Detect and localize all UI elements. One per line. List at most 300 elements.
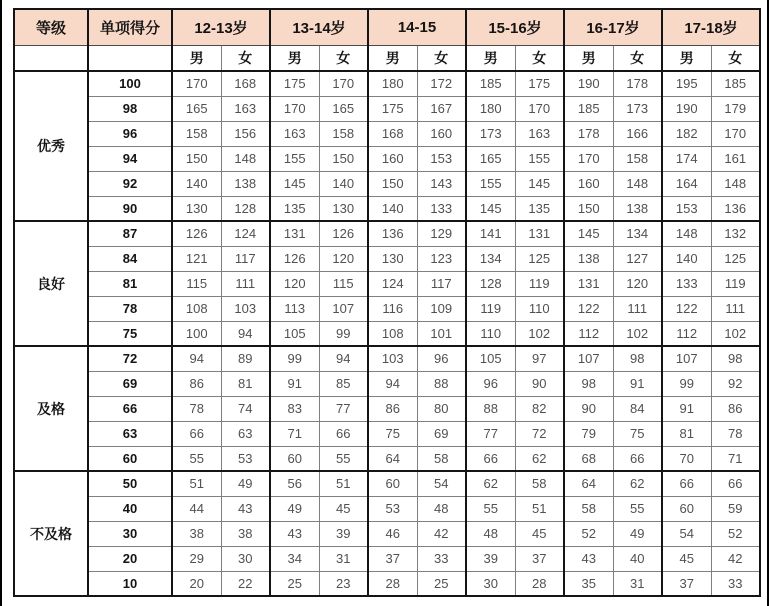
value-cell: 165: [172, 96, 221, 121]
value-cell: 107: [662, 346, 711, 371]
value-cell: 160: [564, 171, 613, 196]
value-cell: 150: [564, 196, 613, 221]
value-cell: 96: [417, 346, 466, 371]
value-cell: 166: [613, 121, 662, 146]
value-cell: 20: [172, 571, 221, 596]
value-cell: 70: [662, 446, 711, 471]
score-cell: 92: [88, 171, 172, 196]
value-cell: 68: [564, 446, 613, 471]
table-row: [14, 296, 760, 321]
score-cell: 72: [88, 346, 172, 371]
value-cell: 43: [221, 496, 270, 521]
value-cell: 168: [221, 71, 270, 96]
value-cell: 71: [711, 446, 760, 471]
value-cell: 102: [613, 321, 662, 346]
table-row: [14, 121, 760, 146]
table-row: [14, 271, 760, 296]
gender-header-male: 男: [662, 45, 711, 71]
value-cell: 173: [466, 121, 515, 146]
value-cell: 140: [662, 246, 711, 271]
value-cell: 170: [270, 96, 319, 121]
table-row: [14, 371, 760, 396]
value-cell: 99: [319, 321, 368, 346]
value-cell: 77: [319, 396, 368, 421]
value-cell: 66: [613, 446, 662, 471]
value-cell: 31: [613, 571, 662, 596]
score-cell: 84: [88, 246, 172, 271]
value-cell: 28: [368, 571, 417, 596]
value-cell: 122: [564, 296, 613, 321]
value-cell: 85: [319, 371, 368, 396]
age-group-header: 16-17岁: [564, 9, 662, 45]
value-cell: 185: [466, 71, 515, 96]
value-cell: 44: [172, 496, 221, 521]
score-cell: 10: [88, 571, 172, 596]
value-cell: 74: [221, 396, 270, 421]
gender-header-male: 男: [270, 45, 319, 71]
value-cell: 160: [368, 146, 417, 171]
value-cell: 102: [515, 321, 564, 346]
score-cell: 78: [88, 296, 172, 321]
value-cell: 172: [417, 71, 466, 96]
value-cell: 112: [564, 321, 613, 346]
value-cell: 135: [515, 196, 564, 221]
value-cell: 111: [221, 271, 270, 296]
value-cell: 54: [662, 521, 711, 546]
value-cell: 134: [613, 221, 662, 246]
score-cell: 60: [88, 446, 172, 471]
value-cell: 121: [172, 246, 221, 271]
value-cell: 170: [172, 71, 221, 96]
value-cell: 133: [662, 271, 711, 296]
value-cell: 55: [172, 446, 221, 471]
value-cell: 140: [172, 171, 221, 196]
value-cell: 140: [319, 171, 368, 196]
value-cell: 82: [515, 396, 564, 421]
value-cell: 129: [417, 221, 466, 246]
value-cell: 89: [221, 346, 270, 371]
value-cell: 110: [515, 296, 564, 321]
value-cell: 97: [515, 346, 564, 371]
score-cell: 96: [88, 121, 172, 146]
score-cell: 90: [88, 196, 172, 221]
value-cell: 96: [466, 371, 515, 396]
value-cell: 62: [466, 471, 515, 496]
value-cell: 138: [564, 246, 613, 271]
value-cell: 88: [417, 371, 466, 396]
value-cell: 45: [515, 521, 564, 546]
value-cell: 29: [172, 546, 221, 571]
value-cell: 37: [515, 546, 564, 571]
value-cell: 25: [417, 571, 466, 596]
value-cell: 45: [662, 546, 711, 571]
value-cell: 28: [515, 571, 564, 596]
value-cell: 195: [662, 71, 711, 96]
value-cell: 103: [368, 346, 417, 371]
value-cell: 94: [221, 321, 270, 346]
value-cell: 31: [319, 546, 368, 571]
value-cell: 130: [368, 246, 417, 271]
table-row: [14, 171, 760, 196]
value-cell: 120: [270, 271, 319, 296]
value-cell: 66: [319, 421, 368, 446]
value-cell: 102: [711, 321, 760, 346]
value-cell: 175: [270, 71, 319, 96]
empty-grade-cell: [14, 45, 88, 71]
value-cell: 105: [466, 346, 515, 371]
age-group-header: 13-14岁: [270, 9, 368, 45]
score-cell: 30: [88, 521, 172, 546]
value-cell: 78: [172, 396, 221, 421]
value-cell: 99: [662, 371, 711, 396]
table-row: [14, 146, 760, 171]
value-cell: 51: [319, 471, 368, 496]
value-cell: 48: [466, 521, 515, 546]
value-cell: 185: [564, 96, 613, 121]
table-row: [14, 71, 760, 96]
gender-header-female: 女: [711, 45, 760, 71]
value-cell: 126: [172, 221, 221, 246]
value-cell: 38: [172, 521, 221, 546]
value-cell: 55: [613, 496, 662, 521]
gender-header-male: 男: [466, 45, 515, 71]
value-cell: 165: [466, 146, 515, 171]
value-cell: 48: [417, 496, 466, 521]
age-group-header: 12-13岁: [172, 9, 270, 45]
value-cell: 156: [221, 121, 270, 146]
value-cell: 63: [221, 421, 270, 446]
value-cell: 109: [417, 296, 466, 321]
value-cell: 125: [711, 246, 760, 271]
value-cell: 155: [515, 146, 564, 171]
value-cell: 90: [515, 371, 564, 396]
value-cell: 123: [417, 246, 466, 271]
value-cell: 138: [613, 196, 662, 221]
value-cell: 170: [711, 121, 760, 146]
table-row: [14, 421, 760, 446]
value-cell: 175: [368, 96, 417, 121]
value-cell: 155: [270, 146, 319, 171]
score-cell: 20: [88, 546, 172, 571]
value-cell: 86: [172, 371, 221, 396]
value-cell: 136: [368, 221, 417, 246]
value-cell: 158: [172, 121, 221, 146]
value-cell: 49: [270, 496, 319, 521]
value-cell: 119: [711, 271, 760, 296]
value-cell: 43: [564, 546, 613, 571]
value-cell: 42: [711, 546, 760, 571]
gender-header-male: 男: [172, 45, 221, 71]
gender-header-female: 女: [221, 45, 270, 71]
value-cell: 34: [270, 546, 319, 571]
value-cell: 90: [564, 396, 613, 421]
table-row: [14, 96, 760, 121]
score-cell: 75: [88, 321, 172, 346]
header-row-age-groups: [14, 9, 760, 45]
value-cell: 108: [172, 296, 221, 321]
value-cell: 145: [515, 171, 564, 196]
value-cell: 94: [368, 371, 417, 396]
value-cell: 179: [711, 96, 760, 121]
table-row: [14, 196, 760, 221]
value-cell: 64: [564, 471, 613, 496]
score-cell: 100: [88, 71, 172, 96]
value-cell: 145: [466, 196, 515, 221]
value-cell: 163: [270, 121, 319, 146]
value-cell: 58: [564, 496, 613, 521]
value-cell: 140: [368, 196, 417, 221]
value-cell: 58: [515, 471, 564, 496]
value-cell: 25: [270, 571, 319, 596]
value-cell: 185: [711, 71, 760, 96]
value-cell: 98: [711, 346, 760, 371]
value-cell: 49: [613, 521, 662, 546]
value-cell: 178: [613, 71, 662, 96]
value-cell: 22: [221, 571, 270, 596]
value-cell: 38: [221, 521, 270, 546]
value-cell: 66: [662, 471, 711, 496]
value-cell: 110: [466, 321, 515, 346]
value-cell: 43: [270, 521, 319, 546]
value-cell: 88: [466, 396, 515, 421]
age-group-header: 17-18岁: [662, 9, 760, 45]
score-cell: 69: [88, 371, 172, 396]
table-row: [14, 496, 760, 521]
value-cell: 91: [270, 371, 319, 396]
value-cell: 80: [417, 396, 466, 421]
value-cell: 107: [319, 296, 368, 321]
value-cell: 128: [221, 196, 270, 221]
table-row: [14, 346, 760, 371]
value-cell: 115: [319, 271, 368, 296]
table-row: [14, 246, 760, 271]
value-cell: 136: [711, 196, 760, 221]
value-cell: 150: [368, 171, 417, 196]
value-cell: 71: [270, 421, 319, 446]
score-cell: 40: [88, 496, 172, 521]
value-cell: 175: [515, 71, 564, 96]
value-cell: 143: [417, 171, 466, 196]
value-cell: 164: [662, 171, 711, 196]
score-table: [13, 8, 761, 597]
value-cell: 158: [319, 121, 368, 146]
age-group-header: 15-16岁: [466, 9, 564, 45]
table-row: [14, 571, 760, 596]
value-cell: 190: [662, 96, 711, 121]
value-cell: 62: [515, 446, 564, 471]
value-cell: 130: [172, 196, 221, 221]
value-cell: 182: [662, 121, 711, 146]
value-cell: 145: [270, 171, 319, 196]
value-cell: 122: [662, 296, 711, 321]
value-cell: 153: [662, 196, 711, 221]
value-cell: 119: [515, 271, 564, 296]
value-cell: 100: [172, 321, 221, 346]
score-cell: 81: [88, 271, 172, 296]
gender-header-female: 女: [515, 45, 564, 71]
grade-cell: 优秀: [14, 71, 88, 221]
table-row: [14, 221, 760, 246]
grade-cell: 不及格: [14, 471, 88, 596]
value-cell: 42: [417, 521, 466, 546]
page: [2, 0, 767, 597]
value-cell: 165: [319, 96, 368, 121]
value-cell: 60: [662, 496, 711, 521]
table-row: [14, 546, 760, 571]
value-cell: 126: [319, 221, 368, 246]
value-cell: 163: [515, 121, 564, 146]
value-cell: 170: [564, 146, 613, 171]
value-cell: 158: [613, 146, 662, 171]
value-cell: 173: [613, 96, 662, 121]
value-cell: 91: [613, 371, 662, 396]
value-cell: 155: [466, 171, 515, 196]
value-cell: 170: [319, 71, 368, 96]
value-cell: 107: [564, 346, 613, 371]
value-cell: 128: [466, 271, 515, 296]
value-cell: 115: [172, 271, 221, 296]
value-cell: 148: [613, 171, 662, 196]
value-cell: 55: [319, 446, 368, 471]
value-cell: 37: [662, 571, 711, 596]
age-group-header: 14-15: [368, 9, 466, 45]
value-cell: 108: [368, 321, 417, 346]
value-cell: 160: [417, 121, 466, 146]
value-cell: 153: [417, 146, 466, 171]
empty-score-cell: [88, 45, 172, 71]
value-cell: 105: [270, 321, 319, 346]
value-cell: 131: [270, 221, 319, 246]
value-cell: 30: [221, 546, 270, 571]
value-cell: 52: [711, 521, 760, 546]
value-cell: 148: [662, 221, 711, 246]
value-cell: 39: [319, 521, 368, 546]
value-cell: 120: [319, 246, 368, 271]
score-cell: 87: [88, 221, 172, 246]
table-row: [14, 396, 760, 421]
value-cell: 51: [172, 471, 221, 496]
gender-header-female: 女: [417, 45, 466, 71]
value-cell: 112: [662, 321, 711, 346]
value-cell: 150: [172, 146, 221, 171]
value-cell: 125: [515, 246, 564, 271]
value-cell: 79: [564, 421, 613, 446]
value-cell: 150: [319, 146, 368, 171]
value-cell: 53: [368, 496, 417, 521]
value-cell: 98: [613, 346, 662, 371]
value-cell: 132: [711, 221, 760, 246]
table-row: [14, 521, 760, 546]
value-cell: 190: [564, 71, 613, 96]
value-cell: 75: [368, 421, 417, 446]
value-cell: 30: [466, 571, 515, 596]
value-cell: 119: [466, 296, 515, 321]
header-score: 单项得分: [88, 9, 172, 45]
value-cell: 60: [368, 471, 417, 496]
gender-header-male: 男: [368, 45, 417, 71]
value-cell: 170: [515, 96, 564, 121]
value-cell: 64: [368, 446, 417, 471]
value-cell: 111: [613, 296, 662, 321]
gender-header-male: 男: [564, 45, 613, 71]
value-cell: 83: [270, 396, 319, 421]
value-cell: 99: [270, 346, 319, 371]
value-cell: 98: [564, 371, 613, 396]
value-cell: 35: [564, 571, 613, 596]
value-cell: 59: [711, 496, 760, 521]
value-cell: 91: [662, 396, 711, 421]
value-cell: 39: [466, 546, 515, 571]
value-cell: 86: [711, 396, 760, 421]
table-row: [14, 321, 760, 346]
value-cell: 53: [221, 446, 270, 471]
value-cell: 78: [711, 421, 760, 446]
value-cell: 69: [417, 421, 466, 446]
header-grade: 等级: [14, 9, 88, 45]
value-cell: 113: [270, 296, 319, 321]
value-cell: 135: [270, 196, 319, 221]
value-cell: 180: [368, 71, 417, 96]
value-cell: 66: [711, 471, 760, 496]
value-cell: 111: [711, 296, 760, 321]
value-cell: 49: [221, 471, 270, 496]
value-cell: 86: [368, 396, 417, 421]
value-cell: 62: [613, 471, 662, 496]
value-cell: 134: [466, 246, 515, 271]
score-cell: 94: [88, 146, 172, 171]
value-cell: 161: [711, 146, 760, 171]
value-cell: 124: [221, 221, 270, 246]
grade-cell: 及格: [14, 346, 88, 471]
gender-header-female: 女: [613, 45, 662, 71]
value-cell: 138: [221, 171, 270, 196]
score-cell: 98: [88, 96, 172, 121]
value-cell: 51: [515, 496, 564, 521]
value-cell: 167: [417, 96, 466, 121]
score-cell: 63: [88, 421, 172, 446]
value-cell: 46: [368, 521, 417, 546]
value-cell: 84: [613, 396, 662, 421]
value-cell: 133: [417, 196, 466, 221]
value-cell: 60: [270, 446, 319, 471]
value-cell: 141: [466, 221, 515, 246]
value-cell: 178: [564, 121, 613, 146]
table-row: [14, 446, 760, 471]
value-cell: 75: [613, 421, 662, 446]
value-cell: 52: [564, 521, 613, 546]
value-cell: 127: [613, 246, 662, 271]
value-cell: 130: [319, 196, 368, 221]
value-cell: 117: [221, 246, 270, 271]
value-cell: 174: [662, 146, 711, 171]
value-cell: 103: [221, 296, 270, 321]
value-cell: 163: [221, 96, 270, 121]
value-cell: 33: [711, 571, 760, 596]
value-cell: 120: [613, 271, 662, 296]
value-cell: 55: [466, 496, 515, 521]
value-cell: 94: [319, 346, 368, 371]
value-cell: 180: [466, 96, 515, 121]
value-cell: 117: [417, 271, 466, 296]
value-cell: 94: [172, 346, 221, 371]
grade-cell: 良好: [14, 221, 88, 346]
score-cell: 66: [88, 396, 172, 421]
value-cell: 72: [515, 421, 564, 446]
header-row-gender: [14, 45, 760, 71]
value-cell: 33: [417, 546, 466, 571]
gender-header-female: 女: [319, 45, 368, 71]
value-cell: 145: [564, 221, 613, 246]
